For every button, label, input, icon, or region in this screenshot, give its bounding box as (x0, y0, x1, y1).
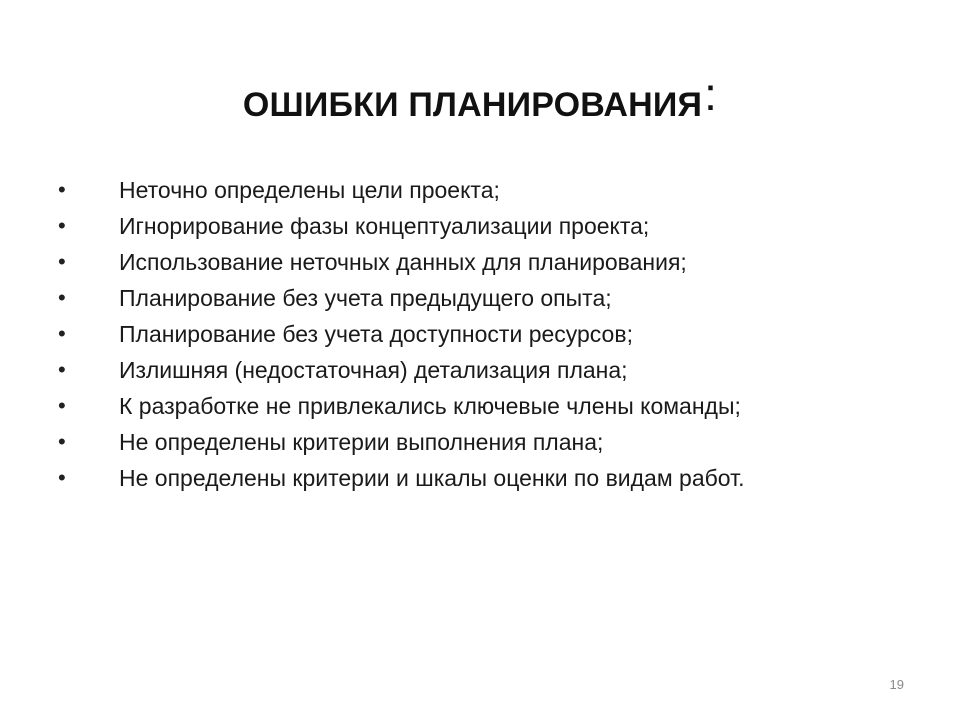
list-item (58, 424, 918, 460)
list-item-text: Планирование без учета доступности ресурсов; (119, 321, 633, 347)
list-item-text: Использование неточных данных для планирования; (119, 249, 687, 275)
bullet-icon: • (58, 429, 66, 454)
list-item-text: Не определены критерии и шкалы оценки по видам работ. (119, 465, 745, 491)
list-item (58, 280, 918, 316)
list-item-text: Не определены критерии выполнения плана; (119, 429, 604, 455)
list-item (58, 388, 918, 424)
list-item (58, 352, 918, 388)
list-item (58, 172, 918, 208)
bullet-icon: • (58, 285, 66, 310)
list-item (58, 208, 918, 244)
list-item-text: Игнорирование фазы концептуализации проекта; (119, 213, 650, 239)
slide-title-text: ОШИБКИ ПЛАНИРОВАНИЯ (242, 86, 703, 124)
list-item-text: К разработке не привлекались ключевые члены команды; (119, 393, 741, 419)
bullet-list (58, 172, 918, 496)
bullet-icon: • (58, 249, 66, 274)
bullet-icon: • (58, 177, 66, 202)
list-item (58, 244, 918, 280)
list-item-text: Неточно определены цели проекта; (119, 177, 500, 203)
bullet-icon: • (58, 465, 66, 490)
slide-title (0, 68, 960, 133)
page-number: 19 (889, 677, 904, 692)
list-item (58, 316, 918, 352)
bullet-icon: • (58, 213, 66, 238)
slide-title-colon: : (704, 68, 718, 120)
bullet-icon: • (58, 393, 66, 418)
bullet-icon: • (58, 357, 66, 382)
bullet-icon: • (58, 321, 66, 346)
list-item-text: Излишняя (недостаточная) детализация плана; (119, 357, 628, 383)
list-item-text: Планирование без учета предыдущего опыта; (119, 285, 612, 311)
list-item (58, 460, 918, 496)
